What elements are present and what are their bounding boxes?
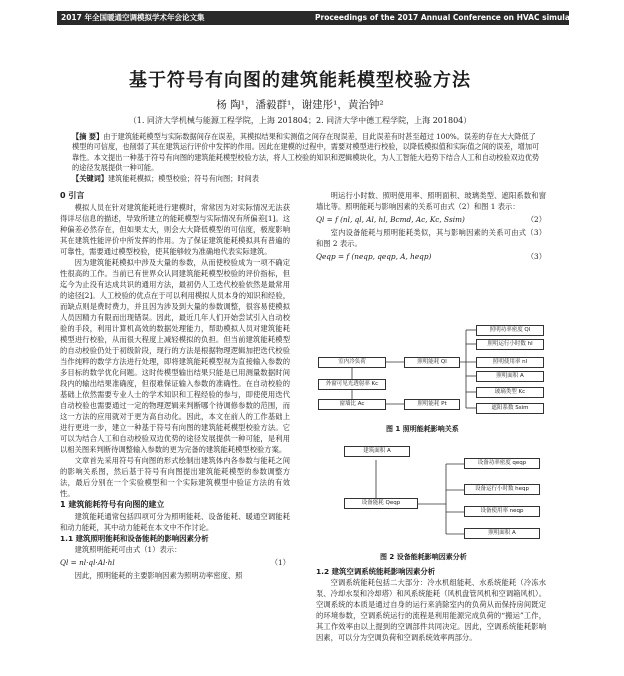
column-right: [316, 190, 546, 264]
paragraph: 建筑能耗通常包括四项可分为照明能耗、设备能耗、暖通空调能耗和动力能耗，其中动力能耗在本文中不作讨论。: [60, 512, 290, 532]
fig1-node: 外窗可见光透射率 Kc: [318, 379, 386, 390]
affiliation: （1. 同济大学机械与能源工程学院，上海 201804；2. 同济大学中德工程学院，上海 201804）: [128, 116, 472, 125]
fig1-node: 照明能耗 Pt: [404, 399, 460, 410]
column-right-lower: [316, 566, 546, 643]
fig1-node: 遮阳系数 Ssim: [476, 403, 544, 414]
abstract-block: [72, 132, 540, 184]
paragraph: 文章首先采用符号有向图的形式绘制出建筑体内各参数与能耗之间的影响关系图，然后基于符号有向图提出建筑能耗模型的参数调整方法，最后分别在一个实验模型和一个实际建筑模型中验证方法的有效性。: [60, 456, 290, 498]
figure-1: [316, 320, 546, 420]
column-left: [60, 190, 290, 581]
fig1-node: 照明使用率 nl: [476, 357, 544, 368]
fig2-node: 设备能耗 Qeqp: [344, 498, 418, 509]
fig1-node: 照明运行小时数 hl: [476, 339, 544, 350]
fig2-node: 建筑面积 A: [344, 446, 410, 457]
paragraph: 室内设备能耗与照明能耗类似，其与影响因素的关系可由式（3）和图 2 表示。: [316, 228, 546, 248]
abstract-text: 由于建筑能耗模型与实际数据间存在误差，其模拟结果和实测值之间存在现误差，目此误差有时甚至超过 100%。误差的存在大大降低了模型的可信度，也削弱了其在建筑运行评价中发挥的作用。因此在建模的过程中，需要对模型进行校验，以降低模拟值和实际值之间的误差，增加可靠性。本文提出一种基于符号有向图的建筑能耗模型校验方法，将人工校验的知识和逻辑模块化，为人工智能大趋势下结合人工和自动校验双边优势的途径发展提供一种可能。: [72, 132, 540, 173]
keywords-text: 建筑能耗模拟；模型校验；符号有向图；时间表: [107, 173, 259, 183]
paragraph: 空调系统能耗包括二大部分：冷水机组能耗、水系统能耗（冷冻水泵、冷却水泵和冷却塔）和风系统能耗（风机盘管风机和空调箱风机）。空调系统的本质是通过自身的运行来消除室内的负荷从而保持房间既定的环境参数，空调系统运行的流程是利用能源完成负荷的“搬运”工作，其工作效率由以上提到的空调部件共同决定。因此，空调系统能耗影响因素，可以分为空调负荷和空调系统效率两部分。: [316, 578, 546, 642]
paragraph: 因为建筑能耗模拟中涉及大量的参数，从而使校验成为一项不确定性很高的工作。当前已有世界众认同建筑能耗模型校验的评价指标，但迄今为止没有达成共识的通用方法，最初仍人工迭代校验依然是最常用的途径[2]。人工校验的优点在于可以利用模拟人员本身的知识和经验，而缺点则是费时费力，并且因为涉及到大量的参数调整，很容易使模拟人员因精力有限而出现错误。因此，最近几年人们开始尝试引入自动校验的手段，利用计算机高效的数据处理能力，帮助模拟人员对建筑能耗模型进行校验，从而很大程度上减轻模拟的负担。但当前建筑能耗模型的自动校验仍处于初级阶段，现行的方法是根据物理逻辑加把迭代校验当作纯粹的数学方法进行处理，即将建筑能耗模型视为直接输入参数的多目标的数学优化问题。这时传模型输出结果只能是已用测量数据时间段内的输出结果准确度，但很难保证输入参数的准确性。在自动校验的基础上依然需要专业人士的学术知识和工程经验的参与，即使使用迭代自动校验也需要通过一定的物理逻辑来判断哪个待调修参数的范围，而这一方法的应用就对于更为高自动化。因此，本文在前人的工作基础上进行更进一步，建立一种基于符号有向图的建筑能耗模型校验方法。它可以为结合人工和自动校验双边优势的途径发展提供一种可能，是利用以相关图来判断待调整输入参数的更为完备的建筑能耗模型校验方案。: [60, 258, 290, 454]
fig1-node: 照明面积 A: [476, 371, 544, 382]
fig1-node: 窗墙比 Ac: [318, 399, 386, 410]
section-1-heading: 1 建筑能耗符号有向图的建立: [60, 500, 165, 509]
fig2-node: 照明面积 A: [464, 528, 540, 539]
authors: 杨 陶¹，潘毅群¹，谢建彤¹，黄治钟²: [216, 99, 384, 111]
fig2-node: 设备使用率 neqp: [464, 506, 540, 517]
equation-1: Ql = nl·ql·Al·hl （1）: [60, 558, 290, 567]
section-1-1-heading: 1.1 建筑照明能耗和设备能耗的影响因素分析: [60, 534, 209, 543]
paragraph: 明运行小时数、照明使用率、照明面积、玻璃类型、遮阳系数和窗墙比等。照明能耗与影响因素的关系可由式（2）和图 1 表示：: [316, 191, 546, 211]
header-right: Proceedings of the 2017 Annual Conference on HVAC simulation in China: [315, 13, 624, 22]
figure-2: [316, 442, 546, 548]
header-left: 2017 年全国暖通空调模拟学术年会论文集: [61, 13, 205, 22]
figure-2-caption: 图 2 设备能耗影响因素分析: [380, 553, 467, 561]
paragraph: 建筑照明能耗可由式（1）表示：: [74, 545, 182, 554]
paragraph: 模拟人员在针对建筑能耗进行建模时，常常因为对实际情况无法获得详尽信息的描述，导致所建立的能耗模型与实际情况有所偏差[1]。这种偏差必然存在，但如果太大，则会大大降低模型的可信度，极度影响其在建筑性能评价中所发挥的作用。为了保证建筑能耗模拟具有普遍的可靠性，需要通过模型校验，使其能够较为准确地代表实际建筑。: [60, 203, 290, 256]
equation-3: Qeqp = f (neqp, qeqp, A, heqp) （3）: [316, 252, 546, 261]
fig1-node: 照明功率密度 Ql: [476, 325, 544, 336]
running-header: [57, 11, 624, 25]
section-intro-heading: 0 引言: [60, 191, 85, 200]
paper-title: 基于符号有向图的建筑能耗模型校验方法: [129, 70, 471, 91]
fig2-node: 设备功率密度 qeqp: [464, 458, 540, 469]
paragraph: 因此，照明能耗的主要影响因素为照明功率密度、照: [74, 571, 243, 580]
abstract-label: 【摘 要】: [72, 132, 104, 141]
fig2-node: 设备运行小时数 heqp: [464, 484, 540, 495]
section-1-2-heading: 1.2 建筑空调系统能耗影响因素分析: [316, 567, 436, 576]
figure-1-caption: 图 1 照明能耗影响关系: [386, 425, 459, 433]
fig1-node: 室内冷负荷: [318, 357, 386, 368]
fig1-node: 玻璃类型 Kc: [476, 387, 544, 398]
fig1-node: 照明能耗 Ql: [404, 357, 460, 368]
equation-2: Ql = f (nl, ql, Al, hl, Bcmd, Ac, Kc, Ssim) （2）: [316, 215, 546, 224]
keywords-label: 【关键词】: [72, 173, 108, 183]
